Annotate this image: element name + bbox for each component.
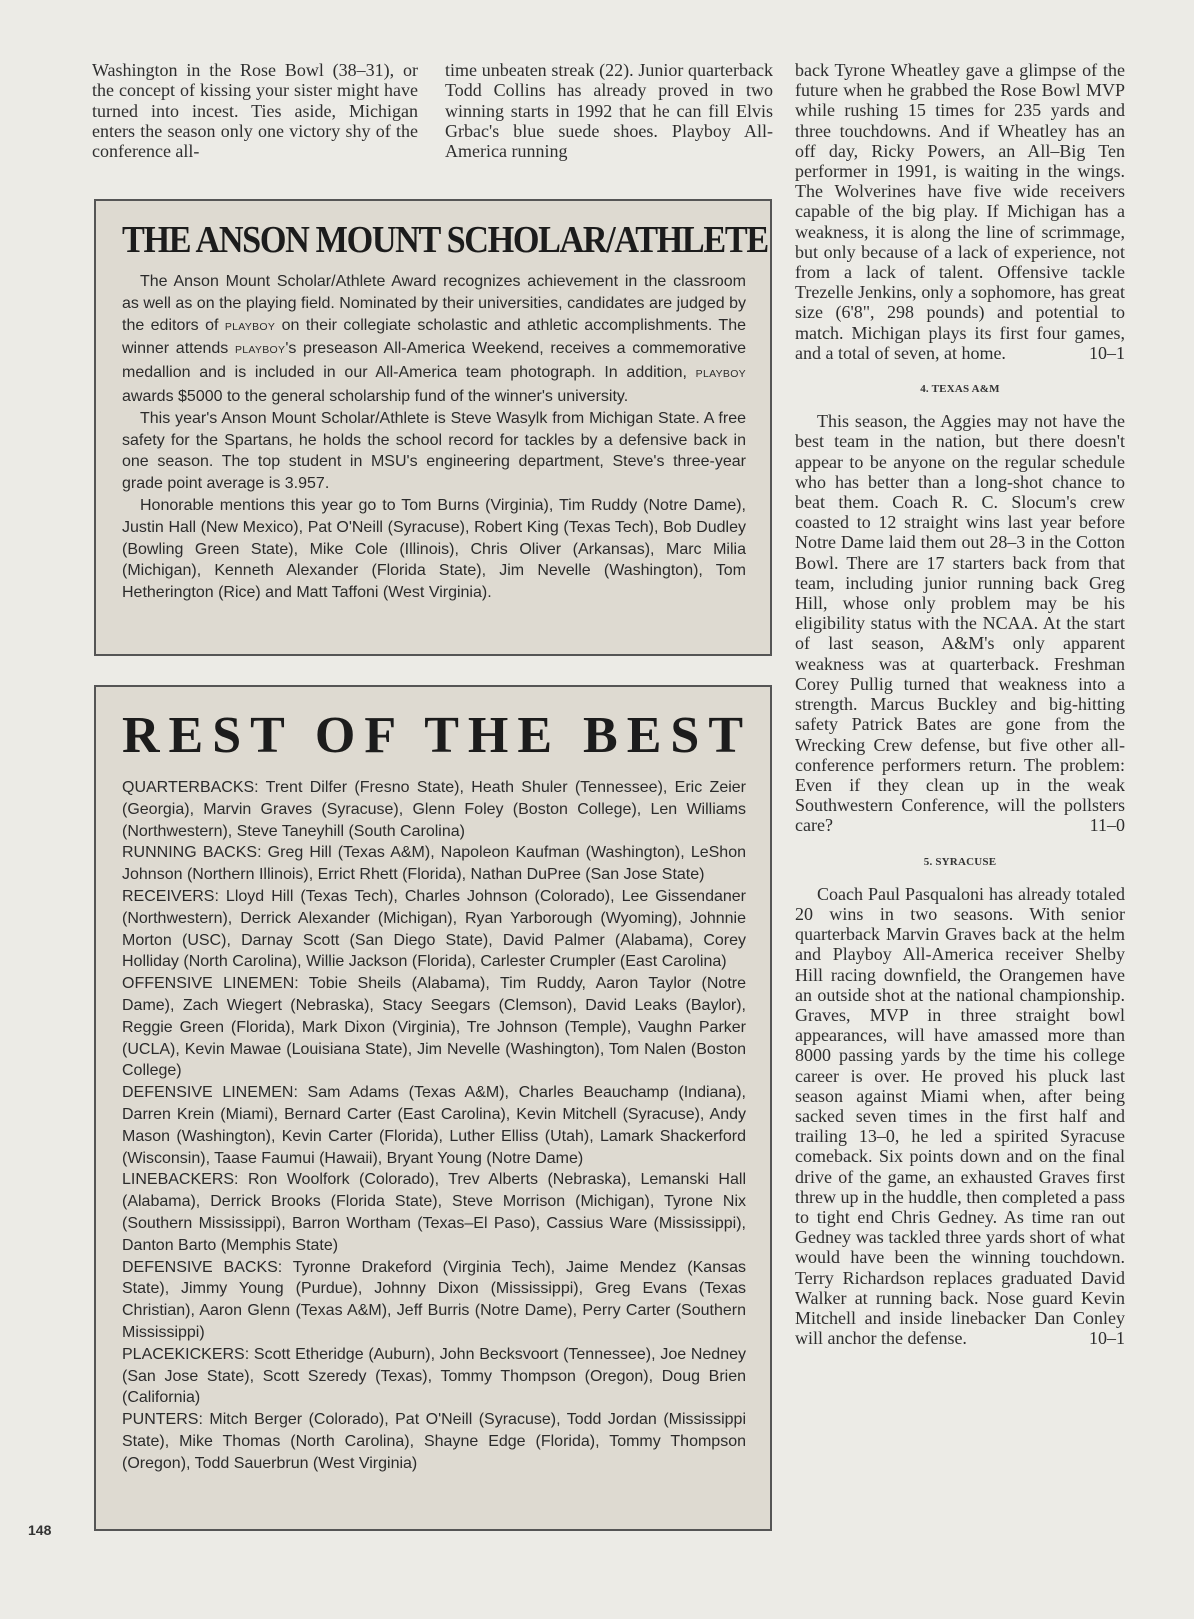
linebackers-entry: LINEBACKERS: Ron Woolfork (Colorado), Trev Alberts (Nebraska), Lemanski Hall (Alabama), Derrick Brooks (Florida State), Steve Morrison (Michigan), Tyrone Nix (Southern Mississippi), Barron Wortham (Texas–El Paso), Cassius Ware (Mississippi), Danton Barto (Memphis State) [122, 1171, 746, 1254]
receivers-entry: RECEIVERS: Lloyd Hill (Texas Tech), Charles Johnson (Colorado), Lee Gissendaner (Northwestern), Derrick Alexander (Michigan), Ryan Yarborough (Wyoming), Johnnie Morton (USC), Darnay Scott (San Diego State), David Palmer (Alabama), Corey Holliday (North Carolina), Willie Jackson (Florida), Carlester Crumpler (East Carolina) [122, 887, 746, 971]
rest-of-the-best-box [94, 685, 772, 1531]
p1-part-d: awards $5000 to the general scholarship fund of the winner's university. [122, 387, 629, 405]
p1-part-b: on their collegiate scholastic and athletic accomplishments. The winner attends [122, 316, 746, 358]
syracuse-record: 10–1 [1089, 1328, 1125, 1349]
intro-right-column: time unbeaten streak (22). Junior quarterback Todd Collins has already proved in two winning starts in 1992 that he can fill Elvis Grbac's blue suede shoes. Playboy All-America running [445, 60, 773, 162]
texas-am-heading: 4. TEXAS A&M [920, 383, 1000, 396]
defensive-linemen-entry: DEFENSIVE LINEMEN: Sam Adams (Texas A&M), Charles Beauchamp (Indiana), Darren Krein (Miami), Bernard Carter (East Carolina), Kevin Mitchell (Syracuse), Andy Mason (Washington), Kevin Carter (Florida), Luther Elliss (Utah), Lamark Shackerford (Wisconsin), Taase Faumui (Hawaii), Bryant Young (Notre Dame) [122, 1084, 746, 1167]
p1-part-a: The Anson Mount Scholar/Athlete Award recognizes achievement in the classroom as well as on the playing field. Nominated by their universities, candidates are judged by the editors of [122, 273, 746, 334]
playboy-wordmark: PLAYBOY [224, 320, 276, 333]
michigan-record: 10–1 [1089, 342, 1125, 363]
texas-am-text: This season, the Aggies may not have the best team in the nation, but there doesn't appear to be anyone on the regular schedule who has better than a long-shot chance to beat them. Coach R. C. Slocum's crew coasted to 12 straight wins last year before Notre Dame laid them out 28–3 in the Cotton Bowl. There are 17 starters back from that team, including junior running back Greg Hill, whose only problem may be his eligibility status with the NCAA. At the start of last season, A&M's only apparent weakness was at quarterback. Freshman Corey Pullig turned that weakness into a strength. Marcus Buckley and big-hitting safety Patrick Bates are gone from the Wrecking Crew defense, but five other all-conference performers return. The problem: Even if they clean up in the weak Southwestern Conference, will the pollsters care? [795, 411, 1125, 836]
playboy-wordmark: PLAYBOY [234, 344, 286, 357]
punters-entry: PUNTERS: Mitch Berger (Colorado), Pat O'Neill (Syracuse), Todd Jordan (Mississippi State), Mike Thomas (North Carolina), Shayne Edge (Florida), Tommy Thompson (Oregon), Todd Sauerbrun (West Virginia) [122, 1411, 746, 1472]
scholar-athlete-box [94, 199, 772, 656]
syracuse-paragraph [795, 884, 1125, 1349]
page-number: 148 [28, 1522, 52, 1538]
right-column [795, 60, 1125, 1348]
p1-part-c: 's preseason All-America Weekend, receives a commemorative medallion and is included in our All-America team photograph. In addition, [122, 340, 746, 382]
placekickers-entry: PLACEKICKERS: Scott Etheridge (Auburn), John Becksvoort (Tennessee), Joe Nedney (San Jose State), Scott Szeredy (Texas), Tommy Thompson (Oregon), Doug Brien (California) [122, 1345, 746, 1407]
scholar-athlete-paragraph-1 [122, 271, 746, 408]
running-backs-entry: RUNNING BACKS: Greg Hill (Texas A&M), Napoleon Kaufman (Washington), LeShon Johnson (Northern Illinois), Errict Rhett (Florida), Nathan DuPree (San Jose State) [122, 844, 746, 884]
scholar-athlete-paragraph-2: This year's Anson Mount Scholar/Athlete is Steve Wasylk from Michigan State. A free safety for the Spartans, he holds the school record for tackles by a defensive back in one season. The top student in MSU's engineering department, Steve's three-year grade point average is 3.957. [122, 409, 746, 493]
defensive-backs-entry: DEFENSIVE BACKS: Tyronne Drakeford (Virginia Tech), Jaime Mendez (Kansas State), Jimmy Young (Purdue), Johnny Dixon (Mississippi), Greg Evans (Texas Christian), Aaron Glenn (Texas A&M), Jeff Burris (Notre Dame), Perry Carter (Southern Mississippi) [122, 1258, 746, 1341]
intro-left-column: Washington in the Rose Bowl (38–31), or the concept of kissing your sister might have turned into incest. Ties aside, Michigan enters the season only one victory shy of the conference all- [92, 60, 418, 162]
quarterbacks-entry: QUARTERBACKS: Trent Dilfer (Fresno State), Heath Shuler (Tennessee), Eric Zeier (Georgia), Marvin Graves (Syracuse), Glenn Foley (Boston College), Len Williams (Northwestern), Steve Taneyhill (South Carolina) [122, 779, 746, 840]
texas-am-record: 11–0 [1089, 815, 1125, 836]
texas-am-paragraph [795, 411, 1125, 835]
michigan-text: back Tyrone Wheatley gave a glimpse of the future when he grabbed the Rose Bowl MVP while rushing 15 times for 235 yards and three touchdowns. And if Wheatley has an off day, Ricky Powers, an All–Big Ten performer in 1991, is waiting in the wings. The Wolverines have five wide receivers capable of the big play. If Michigan has a weakness, it is along the line of scrimmage, but only because of a lack of experience, not from a lack of talent. Offensive tackle Trezelle Jenkins, only a sophomore, has great size (6'8", 298 pounds) and potential to match. Michigan plays its first four games, and a total of seven, at home. [795, 60, 1125, 363]
position-list [122, 777, 746, 1475]
michigan-paragraph [795, 60, 1125, 363]
honorable-mentions-paragraph: Honorable mentions this year go to Tom Burns (Virginia), Tim Ruddy (Notre Dame), Justin Hall (New Mexico), Pat O'Neill (Syracuse), Robert King (Texas Tech), Bob Dudley (Bowling Green State), Mike Cole (Illinois), Chris Oliver (Arkansas), Marc Milia (Michigan), Kenneth Alexander (Florida State), Jim Nevelle (Washington), Tom Hetherington (Rice) and Matt Taffoni (West Virginia). [122, 496, 746, 602]
playboy-wordmark: PLAYBOY [695, 368, 746, 381]
syracuse-heading: 5. SYRACUSE [923, 855, 997, 868]
scholar-athlete-title: THE ANSON MOUNT SCHOLAR/ATHLETE [122, 219, 768, 261]
syracuse-text: Coach Paul Pasqualoni has already totaled 20 wins in two seasons. With senior quarterback Marvin Graves back at the helm and Playboy All-America receiver Shelby Hill racing downfield, the Orangemen have an outside shot at the national championship. Graves, MVP in three straight bowl appearances, will have amassed more than 8000 passing yards by the time his college career is over. He proved his pluck last season against Miami when, after being sacked seven times in the first half and trailing 13–0, he led a spirited Syracuse comeback. Six points down and on the final drive of the game, an exhausted Graves first threw up in the huddle, then completed a pass to tight end Chris Gedney. As time ran out Gedney was tackled three yards short of what would have been the winning touchdown. Terry Richardson replaces graduated David Walker at running back. Nose guard Kevin Mitchell and inside linebacker Dan Conley will anchor the defense. [795, 883, 1125, 1349]
rest-of-the-best-title: REST OF THE BEST [122, 707, 753, 764]
offensive-linemen-entry: OFFENSIVE LINEMEN: Tobie Sheils (Alabama), Tim Ruddy, Aaron Taylor (Notre Dame), Zach Wiegert (Nebraska), Stacy Seegars (Clemson), David Leaks (Baylor), Reggie Green (Florida), Mark Dixon (Virginia), Tre Johnson (Temple), Vaughn Parker (UCLA), Kevin Mawae (Louisiana State), Jim Nevelle (Washington), Tom Nalen (Boston College) [122, 975, 746, 1080]
